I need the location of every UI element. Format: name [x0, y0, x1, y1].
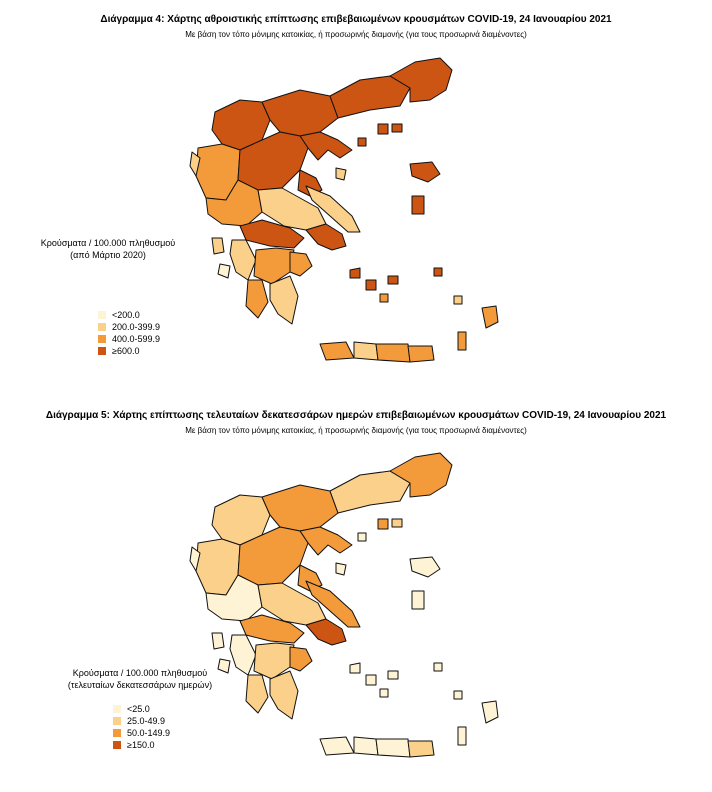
- region-cyclades-2: [366, 280, 376, 290]
- region-attica: [306, 619, 346, 645]
- legend-label: 25.0-49.9: [127, 716, 166, 726]
- region-lemnos: [358, 533, 366, 541]
- region-kefalonia: [212, 238, 224, 254]
- region-lesvos: [410, 162, 440, 182]
- region-argolida: [290, 252, 312, 276]
- legend-label: 400.0-599.9: [112, 334, 161, 344]
- map2-subtitle: Με βάση τον τόπο μόνιμης κατοικίας, ή προσωρινής διαμονής (για τους προσωρινά διαμένοντες): [185, 426, 527, 435]
- map1-legend-item: [98, 322, 160, 332]
- region-chios: [412, 591, 424, 609]
- region-dodecanese-2: [454, 296, 462, 304]
- region-lasithi: [408, 741, 434, 757]
- legend-label: ≥150.0: [127, 740, 155, 750]
- region-chalkidiki: [300, 527, 352, 555]
- region-cyclades-3: [388, 276, 398, 284]
- region-laconia: [270, 276, 298, 324]
- region-cyclades-4: [380, 294, 388, 302]
- map1-legend-item: [98, 346, 139, 356]
- map2-greece-choropleth: [0, 435, 712, 780]
- map1-legend-title: [38, 237, 178, 261]
- map2-legend-title-line2: (τελευταίων δεκατεσσάρων ημερών): [67, 680, 213, 690]
- region-lemnos: [358, 138, 366, 146]
- map2-legend-title-line1: Κρούσματα / 100.000 πληθυσμού: [72, 668, 208, 678]
- region-central-macedonia: [262, 485, 338, 531]
- region-cyclades-4: [380, 689, 388, 697]
- region-samothrace: [392, 124, 402, 132]
- region-laconia: [270, 671, 298, 719]
- region-cyclades-1: [350, 268, 360, 278]
- map2-title: Διάγραμμα 5: Χάρτης επίπτωσης τελευταίων δεκατεσσάρων ημερών επιβεβαιωμένων κρουσμάτων COVID-19, 24 Ιανουαρίου 2021: [45, 410, 667, 421]
- region-dodecanese-1: [434, 268, 442, 276]
- region-heraklion: [376, 739, 410, 757]
- region-east-macedonia: [330, 471, 410, 513]
- legend-swatch: [98, 347, 106, 355]
- region-lesvos: [410, 557, 440, 577]
- legend-label: <200.0: [112, 310, 140, 320]
- region-cyclades-2: [366, 675, 376, 685]
- legend-label: 50.0-149.9: [127, 728, 171, 738]
- legend-label: 200.0-399.9: [112, 322, 161, 332]
- region-dodecanese-2: [454, 691, 462, 699]
- region-east-macedonia: [330, 76, 410, 118]
- region-ilia: [230, 635, 256, 675]
- map2-legend-title: [50, 667, 230, 691]
- map1-legend-item: [98, 334, 160, 344]
- region-thasos: [378, 124, 388, 134]
- map1-subtitle: Με βάση τον τόπο μόνιμης κατοικίας, ή προσωρινής διαμονής (για τους προσωρινά διαμένοντες): [185, 30, 527, 39]
- legend-swatch: [113, 717, 121, 725]
- legend-swatch: [98, 335, 106, 343]
- map2-legend-item: [113, 728, 170, 738]
- region-central-macedonia: [262, 90, 338, 136]
- region-argolida: [290, 647, 312, 671]
- region-cyclades-3: [388, 671, 398, 679]
- region-heraklion: [376, 344, 410, 362]
- region-chalkidiki: [300, 132, 352, 160]
- region-karpathos: [458, 727, 466, 745]
- region-ilia: [230, 240, 256, 280]
- region-messinia: [246, 675, 268, 713]
- legend-swatch: [98, 323, 106, 331]
- region-rethymno: [354, 342, 378, 360]
- map1-legend-title-line1: Κρούσματα / 100.000 πληθυσμού: [40, 238, 176, 248]
- map2-legend-item: [113, 716, 165, 726]
- region-thasos: [378, 519, 388, 529]
- legend-swatch: [113, 741, 121, 749]
- region-skyros: [336, 563, 346, 575]
- region-karpathos: [458, 332, 466, 350]
- region-zakynthos: [218, 264, 230, 278]
- legend-label: <25.0: [127, 704, 150, 714]
- legend-swatch: [98, 311, 106, 319]
- map1-legend-title-line2: (από Μάρτιο 2020): [70, 250, 146, 260]
- region-chios: [412, 196, 424, 214]
- legend-swatch: [113, 729, 121, 737]
- region-attica: [306, 224, 346, 250]
- region-cyclades-1: [350, 663, 360, 673]
- region-rhodes: [482, 701, 498, 723]
- map1-legend-item: [98, 310, 140, 320]
- region-dodecanese-1: [434, 663, 442, 671]
- map2-legend-item: [113, 740, 154, 750]
- region-rethymno: [354, 737, 378, 755]
- map2-legend-item: [113, 704, 150, 714]
- legend-label: ≥600.0: [112, 346, 140, 356]
- legend-swatch: [113, 705, 121, 713]
- region-messinia: [246, 280, 268, 318]
- region-skyros: [336, 168, 346, 180]
- map1-title: Διάγραμμα 4: Χάρτης αθροιστικής επίπτωσης επιβεβαιωμένων κρουσμάτων COVID-19, 24 Ιανουαρίου 2021: [100, 14, 612, 25]
- region-rhodes: [482, 306, 498, 328]
- region-kefalonia: [212, 633, 224, 649]
- region-chania: [320, 342, 354, 360]
- region-chania: [320, 737, 354, 755]
- region-samothrace: [392, 519, 402, 527]
- region-lasithi: [408, 346, 434, 362]
